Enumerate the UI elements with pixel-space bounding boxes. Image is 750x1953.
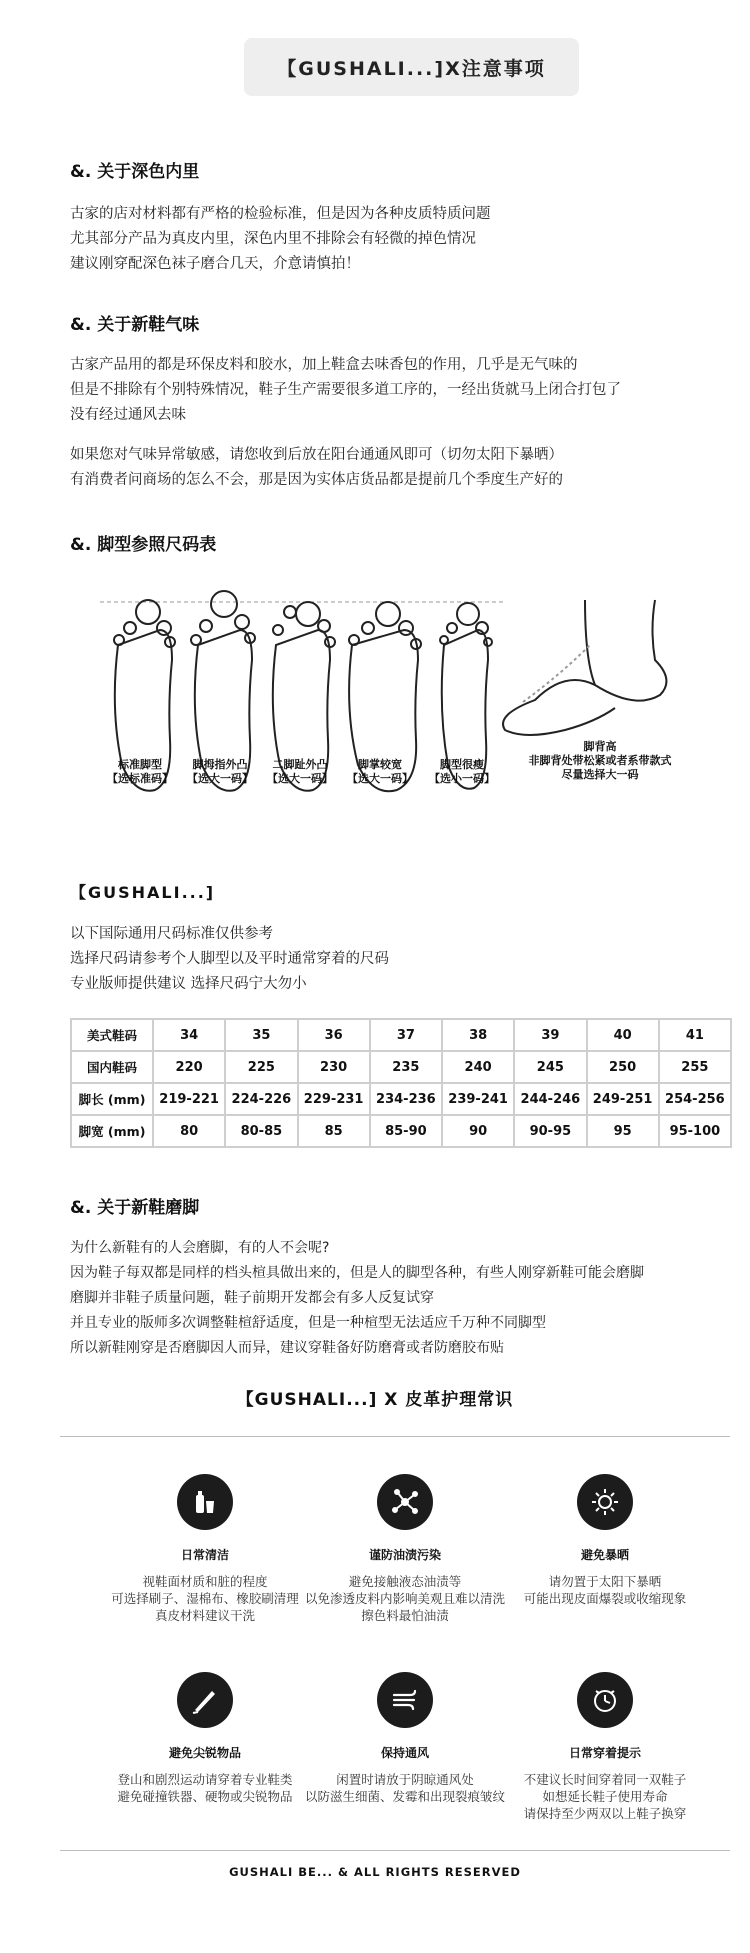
table-cell: 239-241 [442, 1083, 514, 1115]
clock-icon [577, 1672, 633, 1728]
table-cell: 80-85 [225, 1115, 297, 1147]
care-label: 避免尖锐物品 [168, 1746, 241, 1760]
table-cell: 90-95 [514, 1115, 586, 1147]
row-header: 脚长 (mm) [71, 1083, 153, 1115]
foot-caption: 脚拇指外凸 【选大一码】 [187, 758, 253, 785]
side-foot-outline [503, 600, 666, 735]
page-title: 【GUSHALI...]X注意事项 [244, 38, 579, 96]
table-cell: 240 [442, 1051, 514, 1083]
brand-name: 【GUSHALI...] [70, 883, 216, 902]
care-item-sharp [95, 1672, 315, 1805]
section-title-new-shoe-smell: &. 关于新鞋气味 [70, 315, 200, 335]
table-cell: 230 [298, 1051, 370, 1083]
knife-icon [177, 1672, 233, 1728]
care-item-wearing [495, 1672, 715, 1822]
care-label: 避免暴晒 [580, 1548, 629, 1562]
splash-icon [377, 1474, 433, 1530]
care-desc: 不建议长时间穿着同一双鞋子 如想延长鞋子使用寿命 请保持至少两双以上鞋子换穿 [523, 1772, 687, 1821]
table-cell: 254-256 [659, 1083, 731, 1115]
table-cell: 36 [298, 1019, 370, 1051]
table-cell: 85 [298, 1115, 370, 1147]
care-item-sun [495, 1474, 715, 1607]
table-cell: 80 [153, 1115, 225, 1147]
table-cell: 38 [442, 1019, 514, 1051]
care-desc: 闲置时请放于阴晾通风处 以防滋生细菌、发霉和出现裂痕皱纹 [304, 1772, 505, 1804]
table-cell: 245 [514, 1051, 586, 1083]
table-row [71, 1051, 731, 1083]
care-item-ventilation [295, 1672, 515, 1805]
foot-caption: 标准脚型 【选标准码】 [107, 758, 173, 785]
table-cell: 255 [659, 1051, 731, 1083]
table-cell: 234-236 [370, 1083, 442, 1115]
section-text-shoe-rubbing: 为什么新鞋有的人会磨脚，有的人不会呢? 因为鞋子每双都是同样的档头楦具做出来的，但是人的脚型各种，有些人刚穿新鞋可能会磨脚 磨脚并非鞋子质量问题，鞋子前期开发都会有多人反复试穿 并且专业的版师多次调整鞋楦舒适度，但是一种楦型无法适应千万种不同脚型 所以新鞋刚穿是否磨脚因人而异，建议穿鞋备好防磨膏或者防磨胶布贴 [70, 1240, 644, 1356]
table-cell: 34 [153, 1019, 225, 1051]
table-cell: 95-100 [659, 1115, 731, 1147]
table-row [71, 1019, 731, 1051]
table-cell: 40 [587, 1019, 659, 1051]
table-cell: 37 [370, 1019, 442, 1051]
care-label: 保持通风 [380, 1746, 429, 1760]
care-label: 日常穿着提示 [568, 1746, 641, 1760]
table-cell: 224-226 [225, 1083, 297, 1115]
size-guide-note: 以下国际通用尺码标准仅供参考 选择尺码请参考个人脚型以及平时通常穿着的尺码 专业版师提供建议 选择尺码宁大勿小 [70, 926, 389, 992]
care-desc: 登山和剧烈运动请穿着专业鞋类 避免碰撞铁器、硬物或尖锐物品 [117, 1772, 293, 1804]
table-cell: 85-90 [370, 1115, 442, 1147]
table-row [71, 1083, 731, 1115]
table-cell: 250 [587, 1051, 659, 1083]
divider [60, 1436, 730, 1437]
divider [60, 1850, 730, 1851]
table-cell: 229-231 [298, 1083, 370, 1115]
foot-shape-illustration [95, 590, 695, 820]
care-item-oil [295, 1474, 515, 1624]
table-cell: 35 [225, 1019, 297, 1051]
table-cell: 249-251 [587, 1083, 659, 1115]
size-table [70, 1018, 732, 1148]
foot-caption: 二脚趾外凸 【选大一码】 [267, 758, 333, 785]
foot-caption: 脚型很瘦 【选小一码】 [429, 758, 495, 785]
care-desc: 避免接触液态油渍等 以免渗透皮料内影响美观且难以清洗 擦色料最怕油渍 [304, 1574, 505, 1623]
foot-caption: 脚掌较宽 【选大一码】 [347, 758, 413, 785]
section-text-smell-advice: 如果您对气味异常敏感，请您收到后放在阳台通通风即可（切勿太阳下暴晒） 有消费者问商场的怎么不会，那是因为实体店货品都是提前几个季度生产好的 [70, 447, 563, 488]
section-title-shoe-rubbing: &. 关于新鞋磨脚 [70, 1198, 200, 1218]
section-title-dark-lining: &. 关于深色内里 [70, 162, 200, 182]
care-label: 日常清洁 [180, 1548, 229, 1562]
table-cell: 39 [514, 1019, 586, 1051]
care-section-title: 【GUSHALI...] X 皮革护理常识 [236, 1390, 514, 1410]
section-text-new-shoe-smell: 古家产品用的都是环保皮料和胶水，加上鞋盒去味香包的作用，几乎是无气味的 但是不排除有个别特殊情况，鞋子生产需要很多道工序的，一经出货就马上闭合打包了 没有经过通风去味 [70, 357, 621, 423]
bottle-icon [177, 1474, 233, 1530]
section-title-foot-shape: &. 脚型参照尺码表 [70, 535, 217, 555]
side-foot-caption: 脚背高 非脚背处带松紧或者系带款式 尽量选择大一码 [528, 740, 672, 781]
wind-icon [377, 1672, 433, 1728]
row-header: 脚宽 (mm) [71, 1115, 153, 1147]
table-cell: 220 [153, 1051, 225, 1083]
table-row [71, 1115, 731, 1147]
care-item-cleaning [95, 1474, 315, 1624]
care-label: 谨防油渍污染 [368, 1548, 441, 1562]
care-desc: 视鞋面材质和脏的程度 可选择刷子、湿棉布、橡胶刷清理 真皮材料建议干洗 [111, 1574, 299, 1623]
row-header: 国内鞋码 [71, 1051, 153, 1083]
table-cell: 219-221 [153, 1083, 225, 1115]
row-header: 美式鞋码 [71, 1019, 153, 1051]
sun-icon [577, 1474, 633, 1530]
table-cell: 225 [225, 1051, 297, 1083]
table-cell: 41 [659, 1019, 731, 1051]
footer-copyright: GUSHALI BE... & ALL RIGHTS RESERVED [229, 1865, 521, 1879]
care-desc: 请勿置于太阳下暴晒 可能出现皮面爆裂或收缩现象 [523, 1574, 687, 1606]
table-cell: 90 [442, 1115, 514, 1147]
section-text-dark-lining: 古家的店对材料都有严格的检验标准，但是因为各种皮质特质问题 尤其部分产品为真皮内里，深色内里不排除会有轻微的掉色情况 建议刚穿配深色袜子磨合几天，介意请慎拍！ [70, 206, 491, 272]
table-cell: 244-246 [514, 1083, 586, 1115]
table-cell: 235 [370, 1051, 442, 1083]
table-cell: 95 [587, 1115, 659, 1147]
